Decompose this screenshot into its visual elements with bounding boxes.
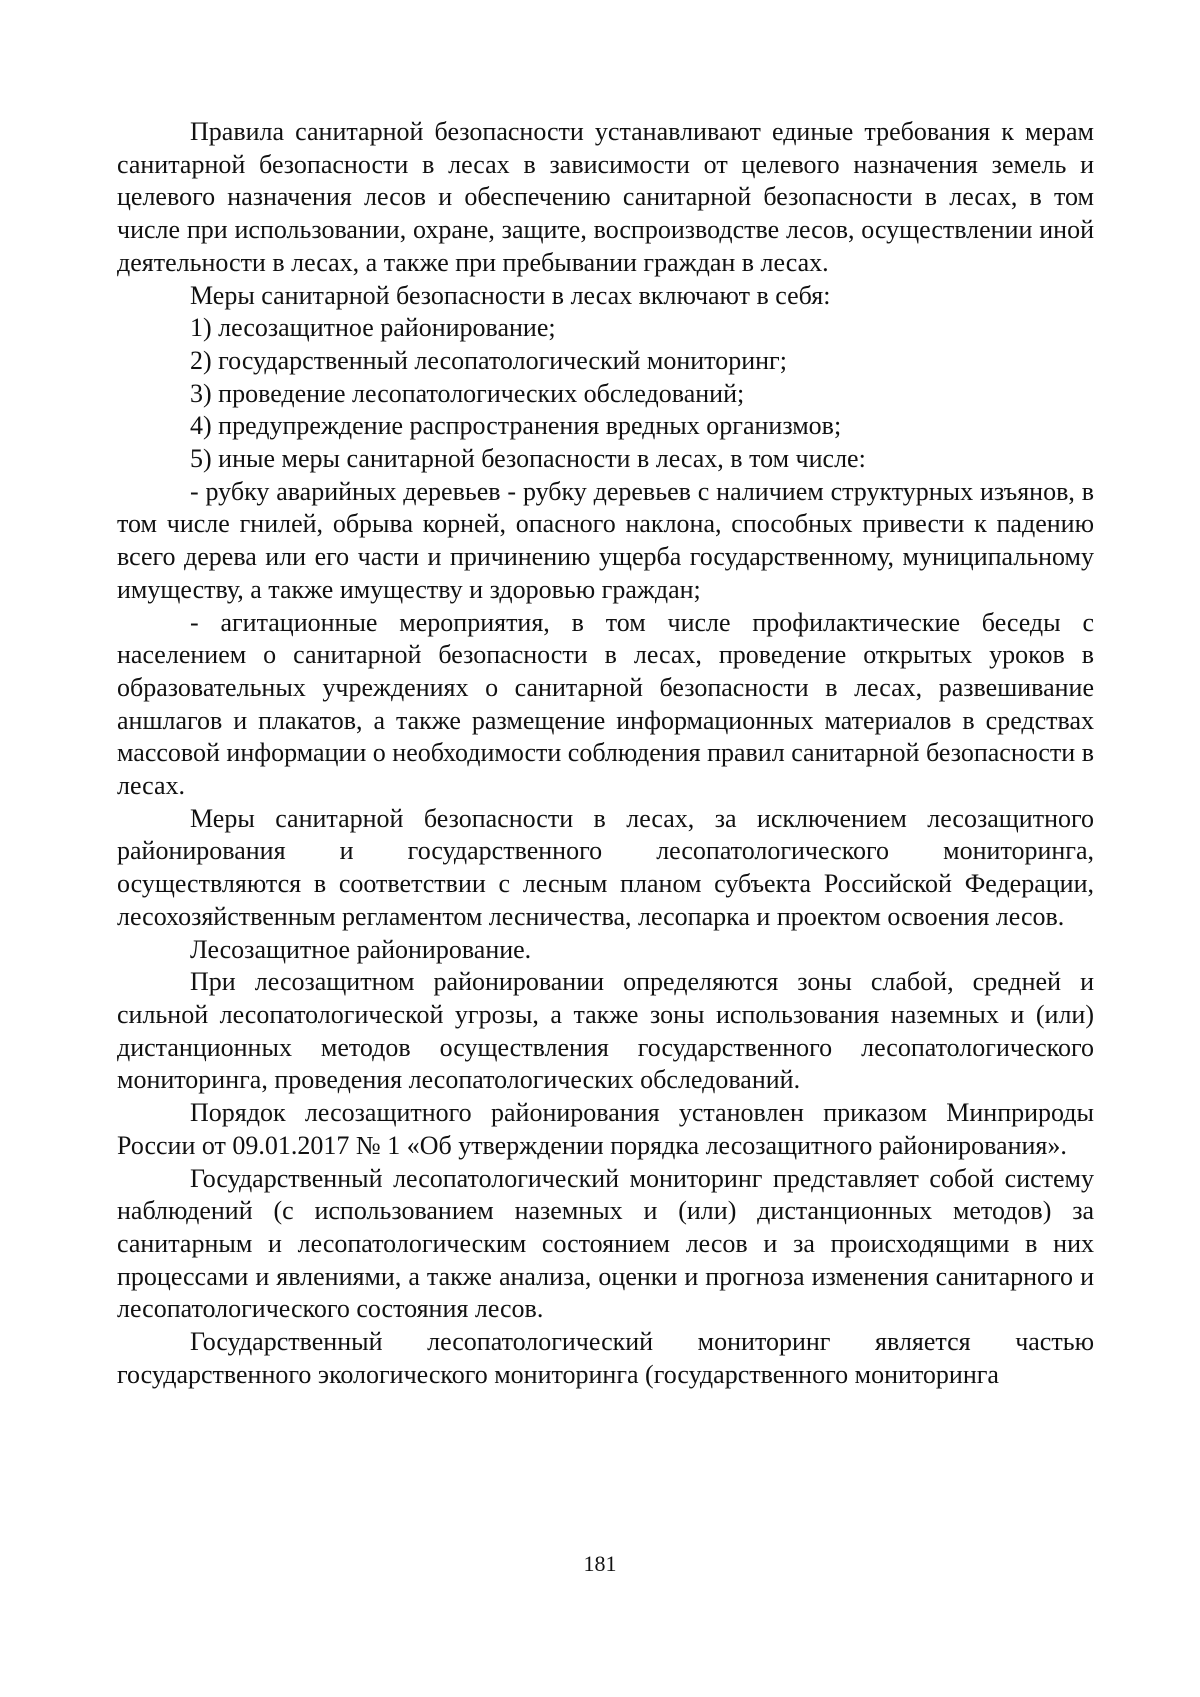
paragraph-monitoring-part: Государственный лесопатологический мониторинг является частью государственного экологического мониторинга (государственного мониторинга bbox=[117, 1327, 1094, 1389]
paragraph-zoning-order: Порядок лесозащитного районирования установлен приказом Минприроды России от 09.01.2017 № 1 «Об утверждении порядка лесозащитного районирования». bbox=[117, 1098, 1094, 1160]
list-item-2: 2) государственный лесопатологический мониторинг; bbox=[190, 345, 787, 375]
paragraph-zoning-zones: При лесозащитном районировании определяются зоны слабой, средней и сильной лесопатологической угрозы, а также зоны использования наземных и (или) дистанционных методов осуществления государственного лесопатологического мониторинга, проведения лесопатологических обследований. bbox=[117, 967, 1094, 1095]
sub-item-emergency-trees: - рубку аварийных деревьев - рубку деревьев с наличием структурных изъянов, в том числе гнилей, обрыва корней, опасного наклона, способных привести к падению всего дерева или его части и причинению ущерба государственному, муниципальному имуществу, а также имуществу и здоровью граждан; bbox=[117, 476, 1094, 604]
list-item-5: 5) иные меры санитарной безопасности в лесах, в том числе: bbox=[190, 444, 866, 474]
sub-item-awareness-events: - агитационные мероприятия, в том числе профилактические беседы с населением о санитарной безопасности в лесах, проведение открытых уроков в образовательных учреждениях о санитарной безопасности в лесах, развешивание аншлагов и плакатов, а также размещение информационных материалов в средствах массовой информации о необходимости соблюдения правил санитарной безопасности в лесах. bbox=[117, 607, 1094, 801]
paragraph-measures-implementation: Меры санитарной безопасности в лесах, за исключением лесозащитного районирования и государственного лесопатологического мониторинга, осуществляются в соответствии с лесным планом субъекта Российской Федерации, лесохозяйственным регламентом лесничества, лесопарка и проектом освоения лесов. bbox=[117, 803, 1094, 931]
list-item-4: 4) предупреждение распространения вредных организмов; bbox=[190, 411, 842, 441]
text-body bbox=[117, 116, 1094, 1391]
paragraph-measures-intro: Меры санитарной безопасности в лесах включают в себя: bbox=[190, 280, 831, 310]
paragraph-sanitary-rules: Правила санитарной безопасности устанавливают единые требования к мерам санитарной безопасности в лесах в зависимости от целевого назначения земель и целевого назначения лесов и обеспечению санитарной безопасности в лесах, в том числе при использовании, охране, защите, воспроизводстве лесов, осуществлении иной деятельности в лесах, а также при пребывании граждан в лесах. bbox=[117, 117, 1094, 277]
list-item-1: 1) лесозащитное районирование; bbox=[190, 313, 556, 343]
paragraph-monitoring-definition: Государственный лесопатологический мониторинг представляет собой систему наблюдений (с использованием наземных и (или) дистанционных методов) за санитарным и лесопатологическим состоянием лесов и за происходящими в них процессами и явлениями, а также анализа, оценки и прогноза изменения санитарного и лесопатологического состояния лесов. bbox=[117, 1163, 1094, 1324]
page-number: 181 bbox=[583, 1551, 617, 1576]
list-item-3: 3) проведение лесопатологических обследований; bbox=[190, 378, 745, 408]
section-heading-zoning: Лесозащитное районирование. bbox=[190, 934, 532, 964]
